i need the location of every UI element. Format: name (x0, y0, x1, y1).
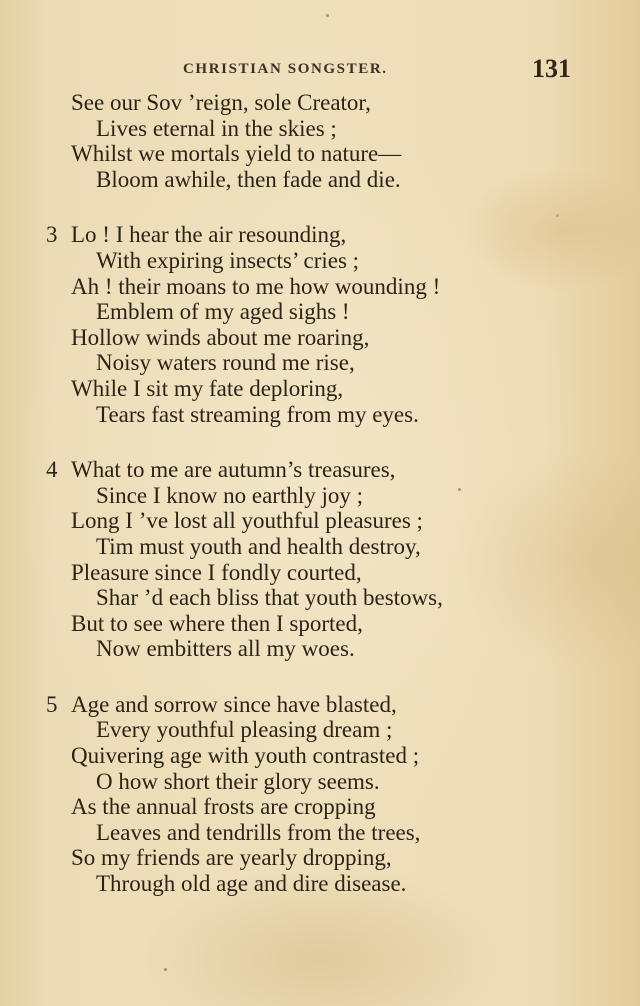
verse-line: But to see where then I sported, (71, 610, 363, 636)
stanza-number: 5 (46, 691, 58, 717)
verse-line: Since I know no earthly joy ; (96, 482, 364, 508)
verse-line: Hollow winds about me roaring, (71, 324, 370, 350)
verse-line: Age and sorrow since have blasted, (71, 691, 397, 717)
verse-line: As the annual frosts are cropping (71, 794, 376, 820)
running-title: CHRISTIAN SONGSTER. (183, 61, 388, 77)
verse-line: Long I ’ve lost all youthful pleasures ; (71, 508, 423, 534)
stanza-number: 4 (46, 457, 58, 483)
stanza-5 (0, 692, 640, 897)
stanza-number: 3 (46, 222, 58, 248)
stanza-4 (0, 457, 640, 662)
paper-speck (556, 214, 559, 217)
verse-line: While I sit my fate deploring, (71, 375, 344, 401)
stanza-3 (0, 222, 640, 427)
paper-speck (458, 488, 461, 491)
page-number: 131 (532, 54, 571, 83)
verse-line: With expiring insects’ cries ; (96, 247, 360, 273)
verse-line: Ah ! their moans to me how wounding ! (71, 273, 441, 299)
verse-line: Noisy waters round me rise, (96, 350, 355, 376)
verse-line: So my friends are yearly dropping, (71, 845, 392, 871)
verse-line: Whilst we mortals yield to nature— (71, 141, 402, 167)
verse-line: What to me are autumn’s treasures, (71, 457, 396, 483)
verse-line: Every youthful pleasing dream ; (96, 717, 393, 743)
verse-line: See our Sov ’reign, sole Creator, (71, 90, 371, 115)
verse-line: Lives eternal in the skies ; (96, 115, 337, 141)
verse-line: O how short their glory seems. (96, 768, 380, 794)
verse-line: Pleasure since I fondly courted, (71, 559, 362, 585)
verse-line: Emblem of my aged sighs ! (96, 299, 350, 325)
verse-line: Tim must youth and health destroy, (96, 533, 421, 559)
paper-speck (326, 14, 329, 17)
verse-line: Now embitters all my woes. (96, 636, 355, 662)
hymn-text (0, 90, 640, 927)
verse-line: Lo ! I hear the air resounding, (71, 222, 347, 248)
verse-line: Shar ’d each bliss that youth bestows, (96, 585, 443, 611)
verse-line: Quivering age with youth contrasted ; (71, 743, 420, 769)
page-header (0, 56, 640, 86)
verse-line: Tears fast streaming from my eyes. (96, 401, 419, 427)
paper-speck (164, 968, 167, 971)
stanza-continued (0, 90, 640, 192)
verse-line: Through old age and dire disease. (96, 871, 407, 897)
verse-line: Leaves and tendrills from the trees, (96, 819, 421, 845)
verse-line: Bloom awhile, then fade and die. (96, 166, 401, 192)
